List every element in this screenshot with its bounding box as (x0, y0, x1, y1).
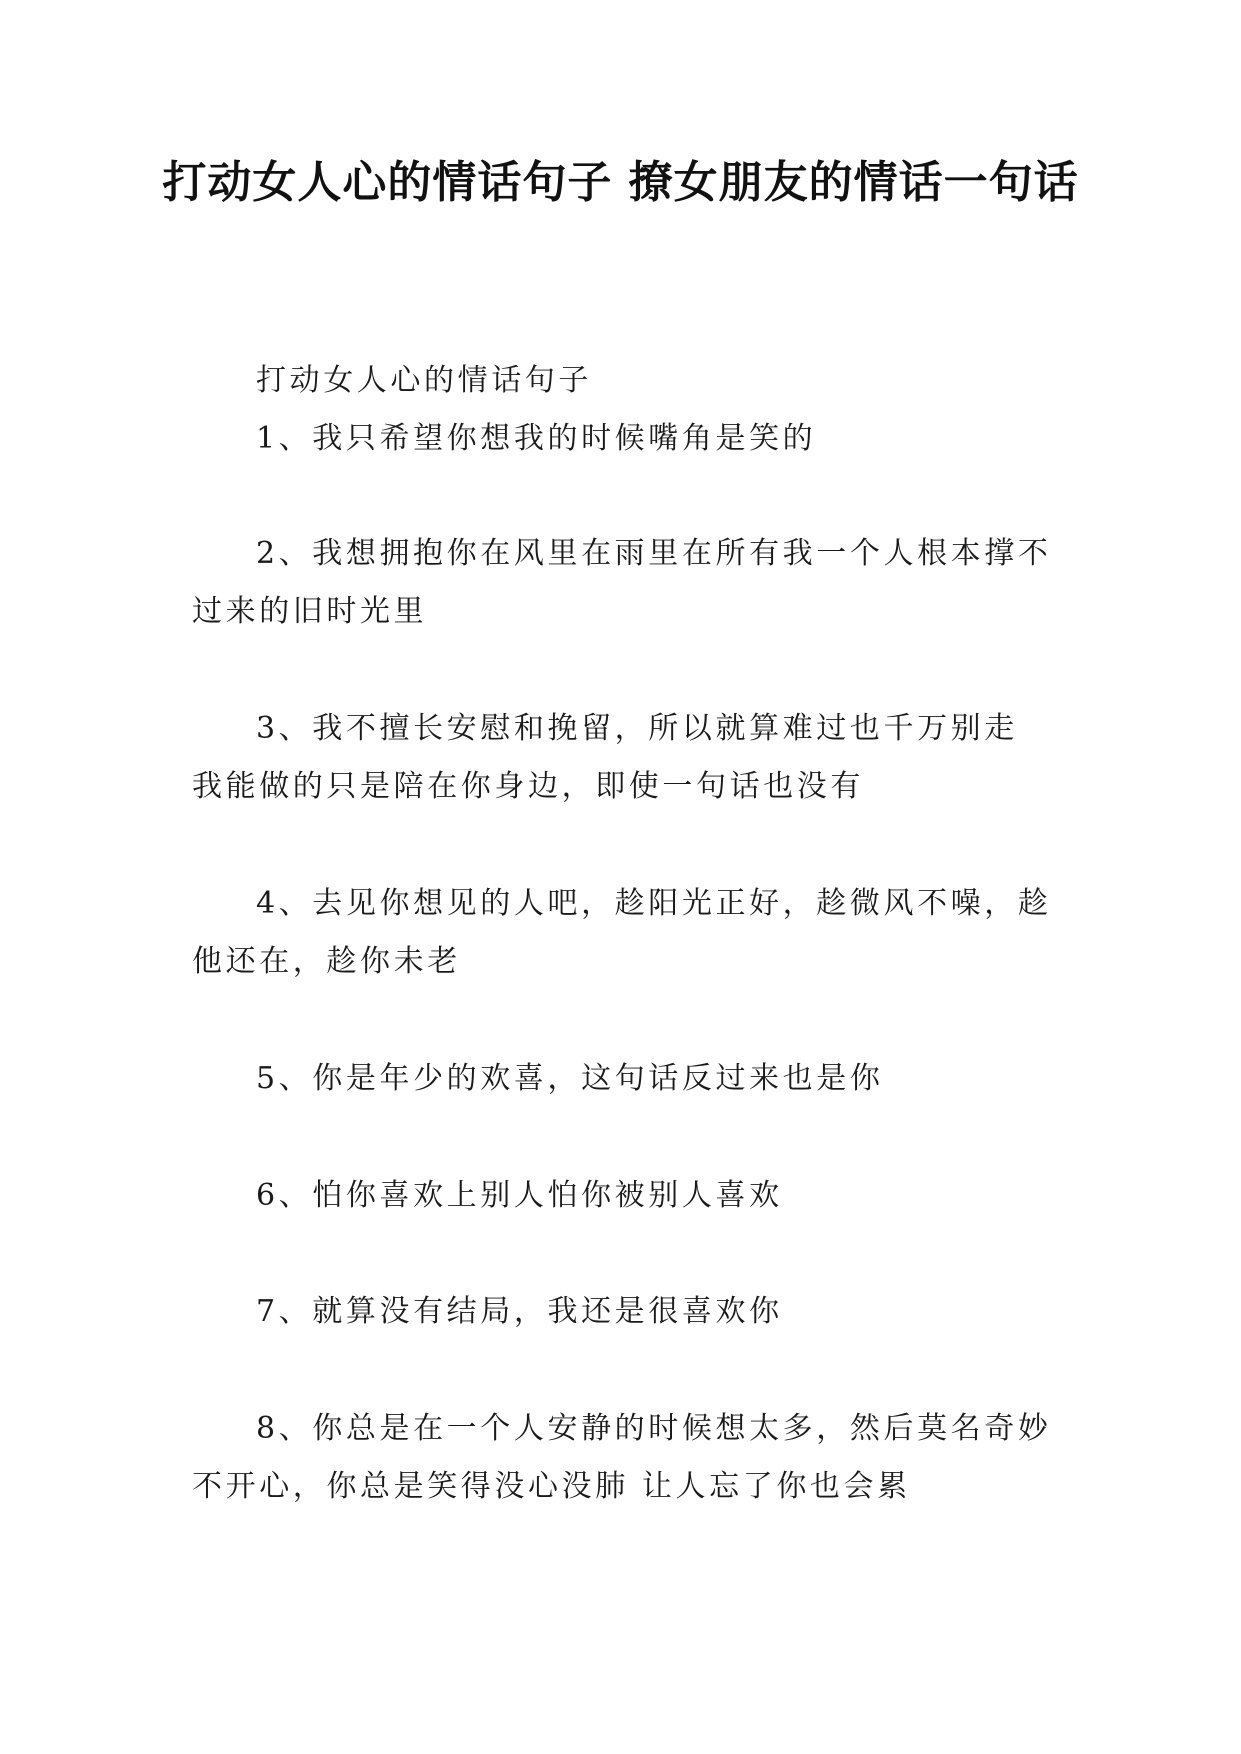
list-item-text: 3、我不擅长安慰和挽留，所以就算难过也千万别走 我能做的只是陪在你身边，即使一句话也没有 (192, 711, 1018, 804)
list-item (192, 700, 1060, 816)
list-item-text: 7、就算没有结局，我还是很喜欢你 (256, 1294, 783, 1329)
list-item (192, 1050, 1060, 1108)
section-heading (192, 352, 1060, 410)
list-item (192, 875, 1060, 991)
list-item (192, 525, 1060, 641)
list-item-text: 4、去见你想见的人吧，趁阳光正好，趁微风不噪，趁他还在，趁你未老 (192, 886, 1052, 979)
list-item-text: 1、我只希望你想我的时候嘴角是笑的 (256, 421, 817, 456)
list-item (192, 410, 1060, 468)
section-heading-text: 打动女人心的情话句子 (256, 363, 592, 398)
list-item-text: 8、你总是在一个人安静的时候想太多，然后莫名奇妙不开心，你总是笑得没心没肺 让人忘了你也会累 (192, 1411, 1052, 1504)
list-item-text: 6、怕你喜欢上别人怕你被别人喜欢 (256, 1178, 783, 1213)
list-item (192, 1283, 1060, 1341)
list-item-text: 5、你是年少的欢喜，这句话反过来也是你 (256, 1061, 884, 1096)
list-item (192, 1400, 1060, 1516)
document-title: 打动女人心的情话句子 撩女朋友的情话一句话 (162, 157, 1079, 208)
list-item (192, 1167, 1060, 1225)
list-item-text: 2、我想拥抱你在风里在雨里在所有我一个人根本撑不过来的旧时光里 (192, 536, 1052, 629)
